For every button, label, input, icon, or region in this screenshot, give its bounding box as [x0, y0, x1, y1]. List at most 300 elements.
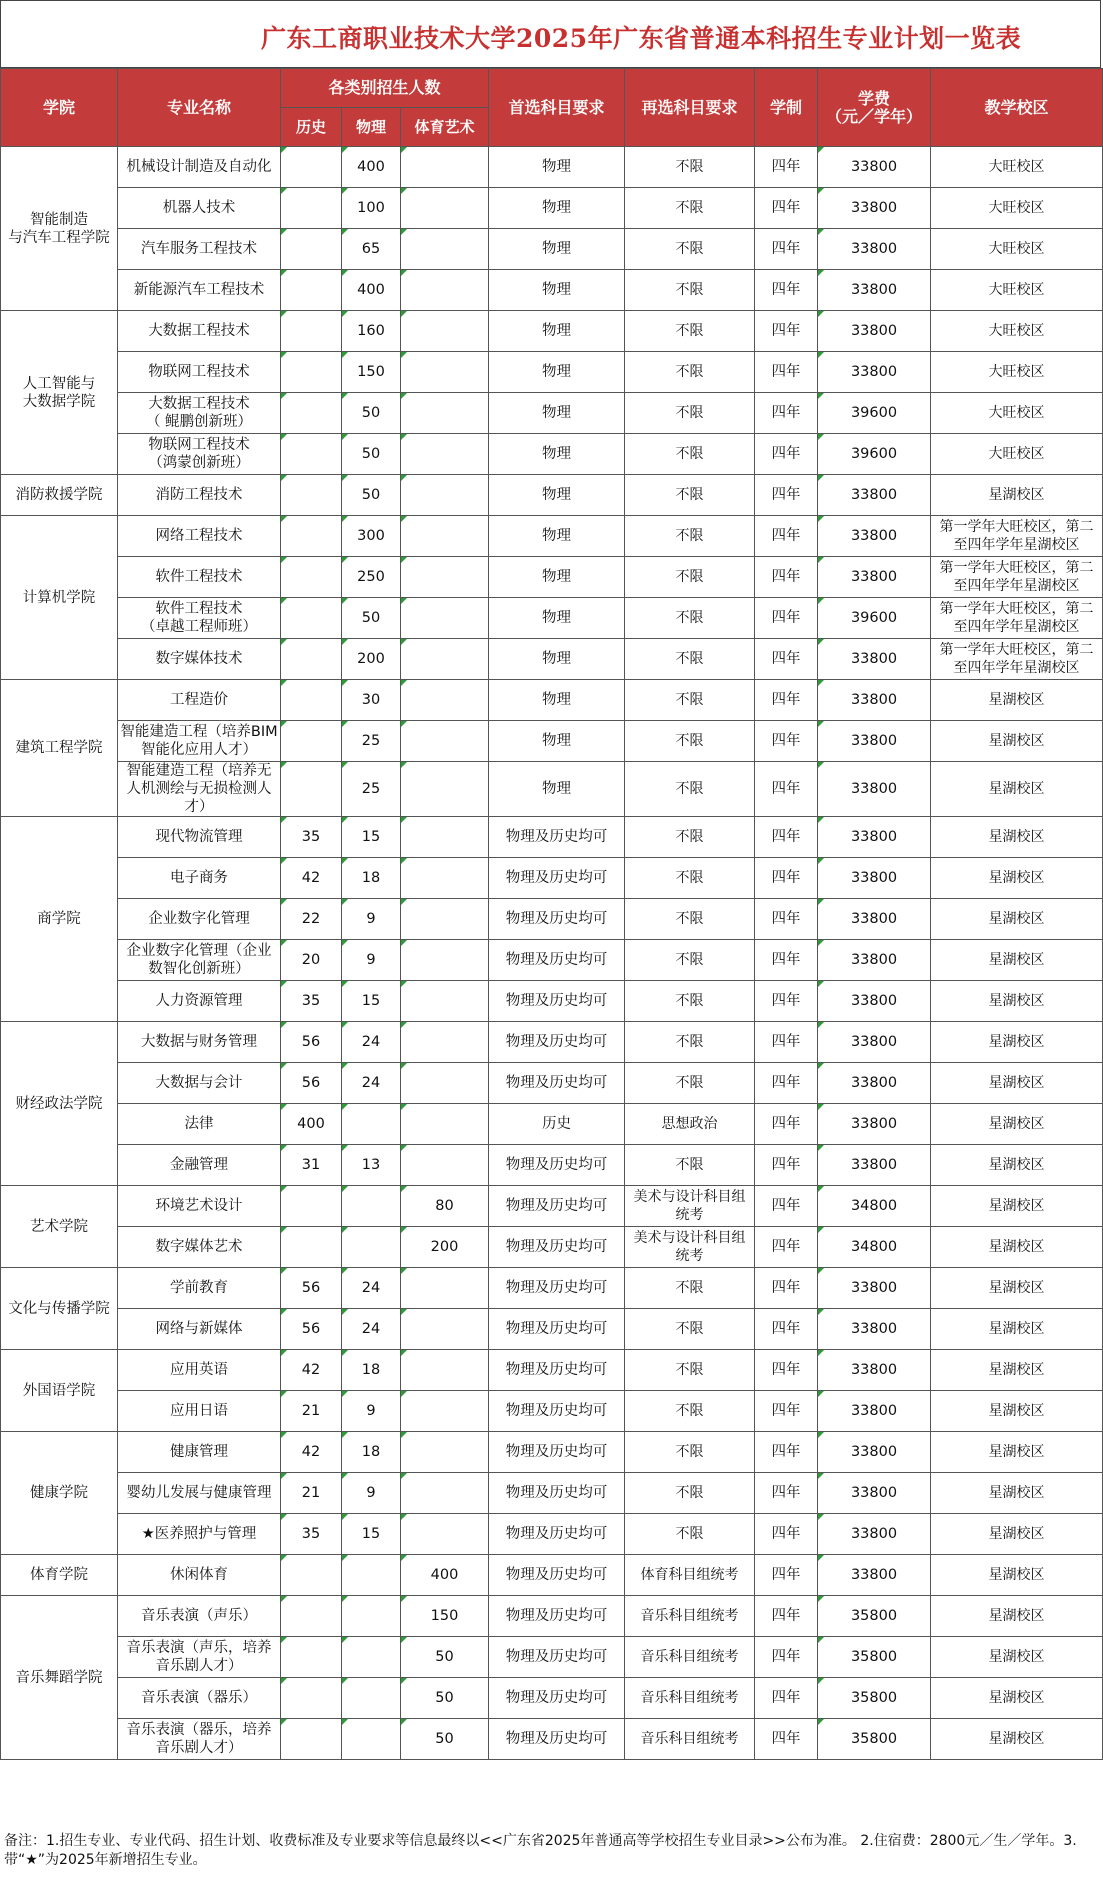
history-count: 42: [281, 858, 342, 899]
table-row: [1, 311, 1103, 352]
college-cell: 健康学院: [1, 1432, 118, 1555]
first-subject-cell: 历史: [489, 1104, 625, 1145]
table-row: [1, 1350, 1103, 1391]
tuition-cell: 35800: [818, 1596, 931, 1637]
major-cell: 大数据与财务管理: [118, 1022, 281, 1063]
sports-art-count: [401, 598, 489, 639]
table-row: [1, 598, 1103, 639]
tuition-cell: 35800: [818, 1637, 931, 1678]
first-subject-cell: 物理及历史均可: [489, 1268, 625, 1309]
physics-count: 24: [342, 1268, 401, 1309]
table-row: [1, 352, 1103, 393]
tuition-cell: 33800: [818, 981, 931, 1022]
first-subject-cell: 物理及历史均可: [489, 981, 625, 1022]
first-subject-cell: 物理及历史均可: [489, 1514, 625, 1555]
campus-cell: 星湖校区: [931, 1596, 1103, 1637]
table-row: [1, 1022, 1103, 1063]
history-count: [281, 762, 342, 817]
duration-cell: 四年: [755, 762, 818, 817]
campus-cell: 大旺校区: [931, 393, 1103, 434]
duration-cell: 四年: [755, 1186, 818, 1227]
physics-count: 50: [342, 598, 401, 639]
physics-count: 13: [342, 1145, 401, 1186]
history-count: 22: [281, 899, 342, 940]
history-count: [281, 229, 342, 270]
first-subject-cell: 物理及历史均可: [489, 1555, 625, 1596]
duration-cell: 四年: [755, 1227, 818, 1268]
campus-cell: 大旺校区: [931, 352, 1103, 393]
sports-art-count: [401, 899, 489, 940]
first-subject-cell: 物理: [489, 311, 625, 352]
sports-art-count: [401, 680, 489, 721]
table-row: [1, 1227, 1103, 1268]
sports-art-count: [401, 858, 489, 899]
header-plan-group: 各类别招生人数: [281, 69, 489, 108]
history-count: [281, 1637, 342, 1678]
table-row: [1, 270, 1103, 311]
table-row: [1, 1678, 1103, 1719]
second-subject-cell: 不限: [625, 639, 755, 680]
title-bar: [0, 0, 1101, 68]
second-subject-cell: 不限: [625, 1022, 755, 1063]
sports-art-count: [401, 188, 489, 229]
duration-cell: 四年: [755, 1063, 818, 1104]
second-subject-cell: 不限: [625, 1145, 755, 1186]
first-subject-cell: 物理: [489, 516, 625, 557]
major-cell: 现代物流管理: [118, 817, 281, 858]
first-subject-cell: 物理及历史均可: [489, 1596, 625, 1637]
tuition-cell: 34800: [818, 1186, 931, 1227]
sports-art-count: [401, 1309, 489, 1350]
tuition-cell: 33800: [818, 1022, 931, 1063]
physics-count: 50: [342, 393, 401, 434]
sports-art-count: 50: [401, 1637, 489, 1678]
duration-cell: 四年: [755, 1432, 818, 1473]
physics-count: 24: [342, 1022, 401, 1063]
second-subject-cell: 美术与设计科目组统考: [625, 1227, 755, 1268]
second-subject-cell: 不限: [625, 311, 755, 352]
second-subject-cell: 不限: [625, 352, 755, 393]
first-subject-cell: 物理: [489, 270, 625, 311]
physics-count: 300: [342, 516, 401, 557]
history-count: [281, 270, 342, 311]
duration-cell: 四年: [755, 475, 818, 516]
duration-cell: 四年: [755, 981, 818, 1022]
physics-count: 18: [342, 858, 401, 899]
sports-art-count: [401, 817, 489, 858]
table-row: [1, 639, 1103, 680]
first-subject-cell: 物理: [489, 188, 625, 229]
history-count: [281, 188, 342, 229]
college-cell: 人工智能与 大数据学院: [1, 311, 118, 475]
table-row: [1, 680, 1103, 721]
major-cell: 汽车服务工程技术: [118, 229, 281, 270]
campus-cell: 星湖校区: [931, 1063, 1103, 1104]
history-count: 42: [281, 1432, 342, 1473]
duration-cell: 四年: [755, 393, 818, 434]
duration-cell: 四年: [755, 1104, 818, 1145]
second-subject-cell: 音乐科目组统考: [625, 1596, 755, 1637]
college-cell: 计算机学院: [1, 516, 118, 680]
campus-cell: 星湖校区: [931, 1678, 1103, 1719]
physics-count: 15: [342, 981, 401, 1022]
campus-cell: 星湖校区: [931, 1719, 1103, 1760]
tuition-cell: 33800: [818, 557, 931, 598]
sports-art-count: [401, 393, 489, 434]
duration-cell: 四年: [755, 229, 818, 270]
physics-count: 18: [342, 1350, 401, 1391]
sports-art-count: 50: [401, 1678, 489, 1719]
major-cell: 婴幼儿发展与健康管理: [118, 1473, 281, 1514]
major-cell: 音乐表演（声乐，培养音乐剧人才）: [118, 1637, 281, 1678]
table-row: [1, 981, 1103, 1022]
table-row: [1, 1309, 1103, 1350]
physics-count: [342, 1596, 401, 1637]
campus-cell: 星湖校区: [931, 817, 1103, 858]
history-count: [281, 311, 342, 352]
sports-art-count: [401, 981, 489, 1022]
history-count: 42: [281, 1350, 342, 1391]
first-subject-cell: 物理及历史均可: [489, 899, 625, 940]
tuition-cell: 33800: [818, 1145, 931, 1186]
sports-art-count: [401, 1432, 489, 1473]
physics-count: 160: [342, 311, 401, 352]
duration-cell: 四年: [755, 858, 818, 899]
sports-art-count: [401, 270, 489, 311]
table-row: [1, 557, 1103, 598]
tuition-cell: 35800: [818, 1719, 931, 1760]
major-cell: 音乐表演（器乐）: [118, 1678, 281, 1719]
major-cell: 企业数字化管理: [118, 899, 281, 940]
major-cell: 法律: [118, 1104, 281, 1145]
sports-art-count: [401, 1350, 489, 1391]
second-subject-cell: 体育科目组统考: [625, 1555, 755, 1596]
physics-count: 9: [342, 1473, 401, 1514]
table-row: [1, 1637, 1103, 1678]
sports-art-count: [401, 557, 489, 598]
table-row: [1, 1473, 1103, 1514]
history-count: [281, 393, 342, 434]
duration-cell: 四年: [755, 940, 818, 981]
major-cell: 人力资源管理: [118, 981, 281, 1022]
first-subject-cell: 物理: [489, 598, 625, 639]
table-row: [1, 1514, 1103, 1555]
college-cell: 智能制造 与汽车工程学院: [1, 147, 118, 311]
duration-cell: 四年: [755, 1514, 818, 1555]
campus-cell: 星湖校区: [931, 721, 1103, 762]
campus-cell: 星湖校区: [931, 1186, 1103, 1227]
first-subject-cell: 物理及历史均可: [489, 1063, 625, 1104]
table-row: [1, 1063, 1103, 1104]
history-count: 400: [281, 1104, 342, 1145]
duration-cell: 四年: [755, 1637, 818, 1678]
second-subject-cell: 音乐科目组统考: [625, 1678, 755, 1719]
campus-cell: 星湖校区: [931, 1145, 1103, 1186]
history-count: 35: [281, 817, 342, 858]
major-cell: 大数据工程技术: [118, 311, 281, 352]
history-count: 35: [281, 981, 342, 1022]
first-subject-cell: 物理及历史均可: [489, 1637, 625, 1678]
sports-art-count: [401, 1514, 489, 1555]
major-cell: 应用英语: [118, 1350, 281, 1391]
tuition-cell: 33800: [818, 1555, 931, 1596]
table-row: [1, 721, 1103, 762]
tuition-cell: 33800: [818, 817, 931, 858]
first-subject-cell: 物理及历史均可: [489, 1186, 625, 1227]
campus-cell: 大旺校区: [931, 434, 1103, 475]
tuition-cell: 35800: [818, 1678, 931, 1719]
tuition-cell: 33800: [818, 680, 931, 721]
physics-count: 100: [342, 188, 401, 229]
major-cell: 应用日语: [118, 1391, 281, 1432]
second-subject-cell: 不限: [625, 1514, 755, 1555]
tuition-cell: 39600: [818, 434, 931, 475]
history-count: [281, 352, 342, 393]
tuition-cell: 33800: [818, 188, 931, 229]
second-subject-cell: 不限: [625, 598, 755, 639]
header-second-subject: 再选科目要求: [625, 69, 755, 147]
sports-art-count: [401, 1063, 489, 1104]
duration-cell: 四年: [755, 721, 818, 762]
second-subject-cell: 不限: [625, 721, 755, 762]
duration-cell: 四年: [755, 1145, 818, 1186]
college-cell: 建筑工程学院: [1, 680, 118, 817]
campus-cell: 星湖校区: [931, 1432, 1103, 1473]
physics-count: [342, 1104, 401, 1145]
campus-cell: 大旺校区: [931, 229, 1103, 270]
sports-art-count: [401, 516, 489, 557]
first-subject-cell: 物理及历史均可: [489, 858, 625, 899]
history-count: [281, 639, 342, 680]
second-subject-cell: 不限: [625, 516, 755, 557]
campus-cell: 星湖校区: [931, 940, 1103, 981]
campus-cell: 星湖校区: [931, 1514, 1103, 1555]
second-subject-cell: 不限: [625, 680, 755, 721]
tuition-cell: 33800: [818, 858, 931, 899]
table-row: [1, 858, 1103, 899]
sports-art-count: 80: [401, 1186, 489, 1227]
duration-cell: 四年: [755, 434, 818, 475]
campus-cell: 星湖校区: [931, 1350, 1103, 1391]
tuition-cell: 33800: [818, 1268, 931, 1309]
campus-cell: 第一学年大旺校区，第二至四年学年星湖校区: [931, 516, 1103, 557]
history-count: 21: [281, 1473, 342, 1514]
sports-art-count: [401, 639, 489, 680]
table-row: [1, 516, 1103, 557]
major-cell: 网络与新媒体: [118, 1309, 281, 1350]
first-subject-cell: 物理: [489, 393, 625, 434]
history-count: [281, 475, 342, 516]
table-row: [1, 1596, 1103, 1637]
plan-table-body: [1, 147, 1103, 1760]
second-subject-cell: 不限: [625, 1350, 755, 1391]
history-count: [281, 434, 342, 475]
duration-cell: 四年: [755, 1719, 818, 1760]
physics-count: 9: [342, 940, 401, 981]
first-subject-cell: 物理及历史均可: [489, 1391, 625, 1432]
major-cell: 智能建造工程（培养无人机测绘与无损检测人才）: [118, 762, 281, 817]
tuition-cell: 33800: [818, 1391, 931, 1432]
physics-count: 15: [342, 817, 401, 858]
sports-art-count: [401, 940, 489, 981]
sports-art-count: [401, 1391, 489, 1432]
physics-count: 24: [342, 1309, 401, 1350]
tuition-cell: 33800: [818, 721, 931, 762]
table-row: [1, 393, 1103, 434]
physics-count: 25: [342, 762, 401, 817]
admission-plan-table: [0, 68, 1103, 1760]
campus-cell: 星湖校区: [931, 762, 1103, 817]
duration-cell: 四年: [755, 680, 818, 721]
major-cell: 软件工程技术: [118, 557, 281, 598]
table-row: [1, 899, 1103, 940]
physics-count: [342, 1719, 401, 1760]
table-row: [1, 1104, 1103, 1145]
first-subject-cell: 物理: [489, 721, 625, 762]
sports-art-count: 200: [401, 1227, 489, 1268]
history-count: 31: [281, 1145, 342, 1186]
history-count: 20: [281, 940, 342, 981]
tuition-cell: 33800: [818, 1104, 931, 1145]
second-subject-cell: 不限: [625, 1309, 755, 1350]
tuition-cell: 33800: [818, 475, 931, 516]
sports-art-count: [401, 721, 489, 762]
major-cell: 机械设计制造及自动化: [118, 147, 281, 188]
table-row: [1, 229, 1103, 270]
second-subject-cell: 不限: [625, 434, 755, 475]
second-subject-cell: 不限: [625, 1268, 755, 1309]
major-cell: 休闲体育: [118, 1555, 281, 1596]
physics-count: 15: [342, 1514, 401, 1555]
major-cell: 数字媒体技术: [118, 639, 281, 680]
history-count: [281, 680, 342, 721]
first-subject-cell: 物理及历史均可: [489, 817, 625, 858]
table-row: [1, 940, 1103, 981]
page-title: 广东工商职业技术大学2025年广东省普通本科招生专业计划一览表: [261, 24, 1022, 53]
second-subject-cell: 不限: [625, 270, 755, 311]
table-row: [1, 762, 1103, 817]
tuition-cell: 33800: [818, 639, 931, 680]
tuition-cell: 33800: [818, 516, 931, 557]
physics-count: 50: [342, 434, 401, 475]
sports-art-count: 400: [401, 1555, 489, 1596]
first-subject-cell: 物理及历史均可: [489, 1022, 625, 1063]
duration-cell: 四年: [755, 270, 818, 311]
table-row: [1, 434, 1103, 475]
major-cell: 金融管理: [118, 1145, 281, 1186]
first-subject-cell: 物理: [489, 557, 625, 598]
second-subject-cell: 不限: [625, 1063, 755, 1104]
physics-count: 65: [342, 229, 401, 270]
duration-cell: 四年: [755, 1022, 818, 1063]
history-count: [281, 557, 342, 598]
header-campus: 教学校区: [931, 69, 1103, 147]
major-cell: 学前教育: [118, 1268, 281, 1309]
history-count: 56: [281, 1309, 342, 1350]
tuition-cell: 33800: [818, 352, 931, 393]
first-subject-cell: 物理及历史均可: [489, 1350, 625, 1391]
campus-cell: 星湖校区: [931, 1022, 1103, 1063]
first-subject-cell: 物理及历史均可: [489, 940, 625, 981]
major-cell: 音乐表演（声乐）: [118, 1596, 281, 1637]
header-tuition: 学费 （元／学年）: [818, 69, 931, 147]
history-count: [281, 1227, 342, 1268]
major-cell: 企业数字化管理（企业数智化创新班）: [118, 940, 281, 981]
duration-cell: 四年: [755, 1678, 818, 1719]
college-cell: 商学院: [1, 817, 118, 1022]
duration-cell: 四年: [755, 311, 818, 352]
physics-count: [342, 1555, 401, 1596]
sports-art-count: [401, 352, 489, 393]
duration-cell: 四年: [755, 1391, 818, 1432]
second-subject-cell: 不限: [625, 188, 755, 229]
major-cell: 消防工程技术: [118, 475, 281, 516]
duration-cell: 四年: [755, 639, 818, 680]
physics-count: 30: [342, 680, 401, 721]
physics-count: 150: [342, 352, 401, 393]
campus-cell: 星湖校区: [931, 899, 1103, 940]
table-row: [1, 1268, 1103, 1309]
second-subject-cell: 不限: [625, 899, 755, 940]
first-subject-cell: 物理: [489, 639, 625, 680]
sports-art-count: [401, 1268, 489, 1309]
duration-cell: 四年: [755, 1555, 818, 1596]
campus-cell: 第一学年大旺校区，第二至四年学年星湖校区: [931, 557, 1103, 598]
duration-cell: 四年: [755, 147, 818, 188]
tuition-cell: 33800: [818, 1063, 931, 1104]
history-count: 35: [281, 1514, 342, 1555]
table-row: [1, 1432, 1103, 1473]
major-cell: ★医养照护与管理: [118, 1514, 281, 1555]
campus-cell: 大旺校区: [931, 311, 1103, 352]
campus-cell: 星湖校区: [931, 1309, 1103, 1350]
duration-cell: 四年: [755, 516, 818, 557]
second-subject-cell: 不限: [625, 557, 755, 598]
sports-art-count: [401, 762, 489, 817]
duration-cell: 四年: [755, 1350, 818, 1391]
duration-cell: 四年: [755, 598, 818, 639]
header-sports-art: 体育艺术: [401, 108, 489, 147]
table-row: [1, 817, 1103, 858]
header-physics: 物理: [342, 108, 401, 147]
physics-count: [342, 1637, 401, 1678]
physics-count: [342, 1186, 401, 1227]
campus-cell: 星湖校区: [931, 1268, 1103, 1309]
campus-cell: 大旺校区: [931, 188, 1103, 229]
table-row: [1, 475, 1103, 516]
header-major: 专业名称: [118, 69, 281, 147]
college-cell: 艺术学院: [1, 1186, 118, 1268]
major-cell: 物联网工程技术 （鸿蒙创新班）: [118, 434, 281, 475]
tuition-cell: 33800: [818, 311, 931, 352]
duration-cell: 四年: [755, 899, 818, 940]
duration-cell: 四年: [755, 1268, 818, 1309]
duration-cell: 四年: [755, 1473, 818, 1514]
major-cell: 健康管理: [118, 1432, 281, 1473]
first-subject-cell: 物理及历史均可: [489, 1473, 625, 1514]
first-subject-cell: 物理及历史均可: [489, 1678, 625, 1719]
sports-art-count: [401, 147, 489, 188]
second-subject-cell: 音乐科目组统考: [625, 1719, 755, 1760]
sports-art-count: [401, 475, 489, 516]
major-cell: 机器人技术: [118, 188, 281, 229]
sports-art-count: [401, 1022, 489, 1063]
first-subject-cell: 物理: [489, 475, 625, 516]
major-cell: 音乐表演（器乐，培养音乐剧人才）: [118, 1719, 281, 1760]
first-subject-cell: 物理及历史均可: [489, 1145, 625, 1186]
tuition-cell: 33800: [818, 147, 931, 188]
history-count: [281, 147, 342, 188]
